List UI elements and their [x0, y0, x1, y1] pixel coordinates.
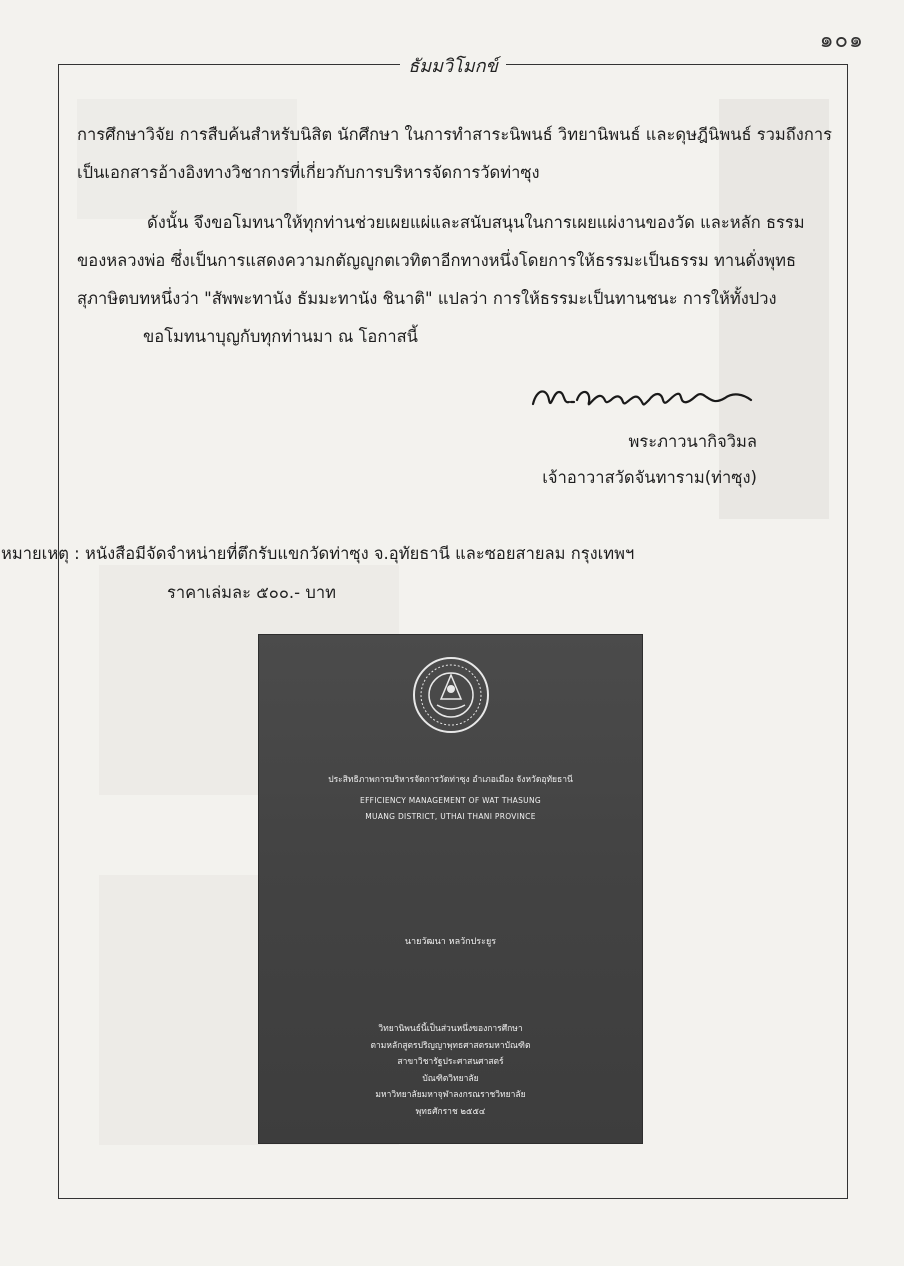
book-thai-title: ประสิทธิภาพการบริหารจัดการวัดท่าซุง อำเภอเมือง จังหวัดอุทัยธานี — [328, 775, 573, 785]
signatory-name: พระภาวนากิจวิมล — [628, 432, 757, 451]
header-title: ธัมมวิโมกข์ — [400, 56, 506, 77]
university-seal-icon — [411, 655, 491, 735]
book-english-title-1: EFFICIENCY MANAGEMENT OF WAT THASUNG — [360, 796, 541, 805]
paragraph-3: ขอโมทนาบุญกับทุกท่านมา ณ โอกาสนี้ — [143, 326, 418, 346]
paragraph-1: การศึกษาวิจัย การสืบค้นสำหรับนิสิต นักศึกษา ในการทำสาระนิพนธ์ วิทยานิพนธ์ และดุษฎีนิพนธ์ รวมถึงการเป็นเอกสารอ้างอิงทางวิชาการที่เกี่ยวกับการบริหารจัดการวัดท่าซุง — [77, 124, 832, 182]
note-line: หมายเหตุ : หนังสือมีจัดจำหน่ายที่ตึกรับแขกวัดท่าซุง จ.อุทัยธานี และซอยสายลม กรุงเทพฯ — [1, 544, 635, 563]
institution-line: พุทธศักราช ๒๕๕๔ — [415, 1106, 486, 1117]
book-institution — [259, 1021, 642, 1120]
page-number: ๑๐๑ — [819, 28, 864, 53]
paragraph-2: ดังนั้น จึงขอโมทนาให้ทุกท่านช่วยเผยแผ่และสนับสนุนในการเผยแผ่งานของวัด และหลัก ธรรมของหลวงพ่อ ซึ่งเป็นการแสดงความกตัญญูกตเวทิตาอีกทางหนึ่งโดยการให้ธรรมะเป็นธรรม ทานดั่งพุทธสุภาษิตบทหนึ่งว่า "สัพพะทานัง ธัมมะทานัง ชินาติ" แปลว่า การให้ธรรมะเป็นทานชนะ การให้ทั้งปวง — [77, 212, 805, 308]
book-cover-image — [259, 635, 642, 1143]
page-frame — [1, 56, 848, 1199]
book-author: นายวัฒนา หลวักประยูร — [404, 937, 497, 947]
institution-line: บัณฑิตวิทยาลัย — [422, 1073, 479, 1084]
institution-line: ตามหลักสูตรปริญญาพุทธศาสตรมหาบัณฑิต — [370, 1040, 531, 1051]
signature-image — [529, 370, 759, 420]
signatory-title: เจ้าอาวาสวัดจันทาราม(ท่าซุง) — [542, 468, 757, 487]
institution-line: วิทยานิพนธ์นี้เป็นส่วนหนึ่งของการศึกษา — [378, 1024, 523, 1034]
institution-line: สาขาวิชารัฐประศาสนศาสตร์ — [397, 1057, 504, 1067]
price-line: ราคาเล่มละ ๕๐๐.- บาท — [167, 583, 336, 602]
institution-line: มหาวิทยาลัยมหาจุฬาลงกรณราชวิทยาลัย — [375, 1090, 526, 1100]
running-header — [59, 51, 847, 80]
book-english-title-2: MUANG DISTRICT, UTHAI THANI PROVINCE — [365, 812, 536, 821]
